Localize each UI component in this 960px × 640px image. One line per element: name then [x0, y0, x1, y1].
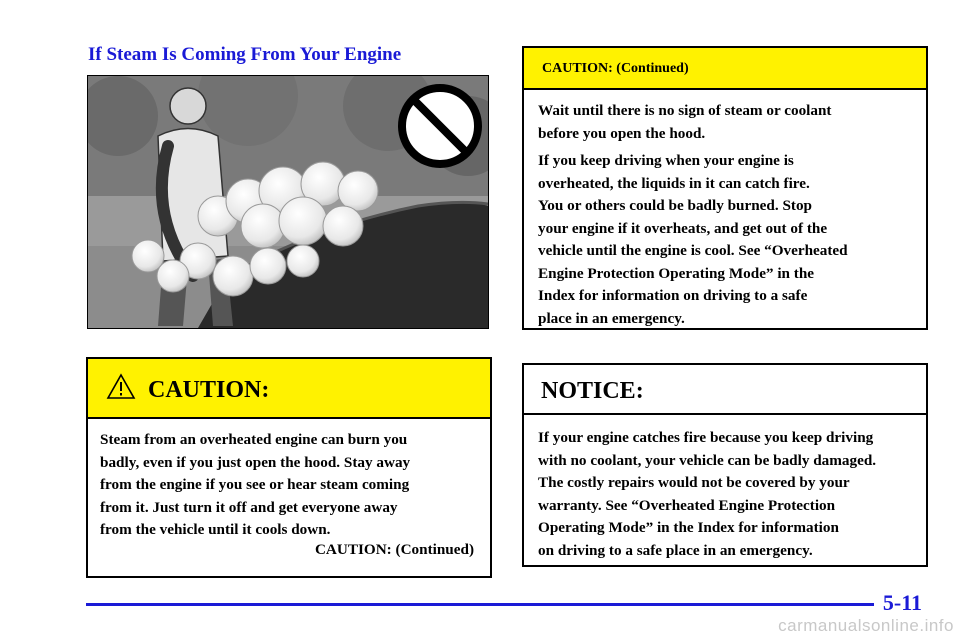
caution-line: badly, even if you just open the hood. Stay away: [100, 453, 411, 471]
caution-paragraph: [538, 100, 918, 145]
notice-line: The costly repairs would not be covered by your: [538, 474, 850, 491]
caution-continued-box: [522, 46, 928, 330]
caution-body: [100, 429, 478, 542]
footer-rule: [86, 603, 874, 606]
notice-line: with no coolant, your vehicle can be badly damaged.: [538, 451, 877, 469]
caution-line: Index for information on driving to a safe: [538, 287, 808, 304]
caution-header: [88, 359, 490, 419]
notice-title: NOTICE:: [541, 378, 644, 404]
caution-line: from it. Just turn it off and get everyone away: [100, 498, 398, 516]
caution-line: If you keep driving when your engine is: [538, 152, 794, 169]
notice-body: [538, 427, 922, 562]
caution-title: CAUTION:: [148, 377, 270, 403]
notice-line: on driving to a safe place in an emergency.: [538, 541, 813, 559]
page-number: 5-11: [882, 590, 922, 615]
notice-header: [524, 365, 926, 415]
notice-line: Operating Mode” in the Index for information: [538, 519, 839, 536]
caution-continued-label: CAUTION: (Continued): [314, 541, 474, 558]
prohibition-icon: [402, 88, 478, 164]
caution-line: before you open the hood.: [538, 124, 706, 142]
steam-warning-illustration: [87, 75, 489, 329]
caution-line: Engine Protection Operating Mode” in the: [538, 264, 815, 282]
caution-line: Wait until there is no sign of steam or coolant: [538, 102, 832, 119]
caution-box: [86, 357, 492, 578]
caution-paragraph: [538, 150, 918, 330]
caution-line: from the engine if you see or hear steam coming: [100, 476, 410, 493]
caution-line: from the vehicle until it cools down.: [100, 521, 331, 538]
notice-box: [522, 363, 928, 567]
caution-continued-body: [538, 100, 918, 335]
caution-continued-header: [524, 48, 926, 90]
notice-line: If your engine catches fire because you keep driving: [538, 429, 874, 446]
caution-line: Steam from an overheated engine can burn you: [100, 431, 408, 448]
watermark: carmanualsonline.info: [778, 616, 954, 635]
caution-continued-title: CAUTION: (Continued): [542, 61, 689, 76]
notice-line: warranty. See “Overheated Engine Protection: [538, 496, 836, 514]
caution-line: vehicle until the engine is cool. See “Overheated: [538, 242, 848, 259]
caution-line: place in an emergency.: [538, 309, 685, 327]
warning-triangle-icon: [106, 373, 136, 400]
caution-line: your engine if it overheats, and get out of the: [538, 219, 828, 237]
steam-illustration-graphic: [88, 76, 488, 328]
caution-line: You or others could be badly burned. Stop: [538, 197, 812, 214]
section-heading: If Steam Is Coming From Your Engine: [88, 44, 402, 65]
caution-line: overheated, the liquids in it can catch fire.: [538, 174, 810, 192]
